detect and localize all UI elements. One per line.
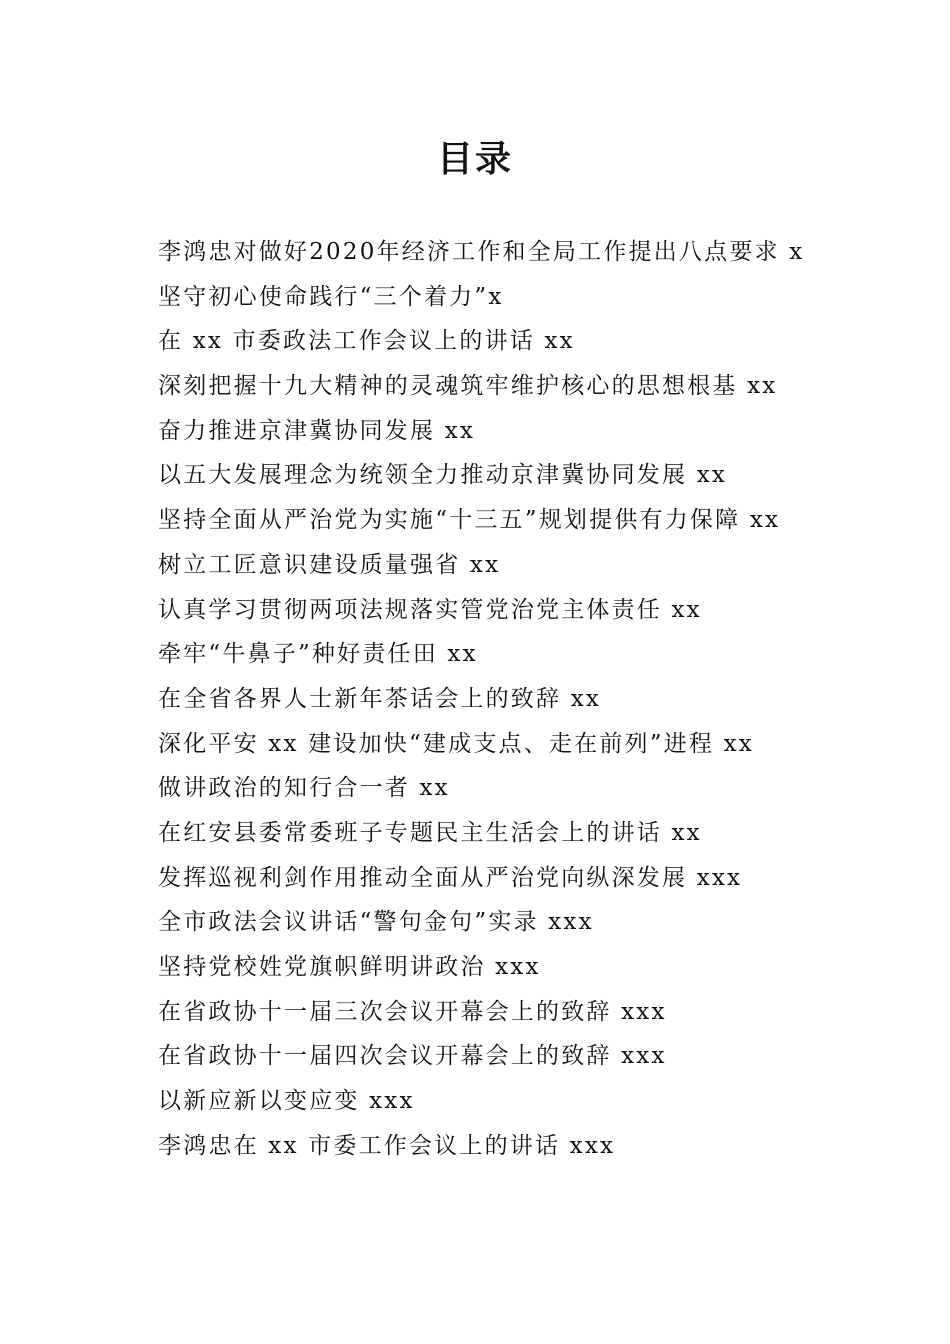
toc-entry-7: 坚持全面从严治党为实施“十三五”规划提供有力保障 xx	[158, 507, 781, 534]
toc-entry-12: 深化平安 xx 建设加快“建成支点、走在前列”进程 xx	[158, 730, 754, 757]
toc-entry-18: 在省政协十一届三次会议开幕会上的致辞 xxx	[158, 998, 667, 1025]
toc-entry-17: 坚持党校姓党旗帜鲜明讲政治 xxx	[158, 954, 541, 980]
toc-entry-6: 以五大发展理念为统领全力推动京津冀协同发展 xx	[158, 462, 728, 489]
toc-entry-10: 牵牢“牛鼻子”种好责任田 xx	[158, 641, 478, 668]
toc-entry-4: 深刻把握十九大精神的灵魂筑牢维护核心的思想根基 xx	[158, 373, 778, 400]
toc-entry-5: 奋力推进京津冀协同发展 xx	[158, 417, 476, 444]
toc-entry-11: 在全省各界人士新年茶话会上的致辞 xx	[158, 685, 602, 712]
toc-entry-3: 在 xx 市委政法工作会议上的讲话 xx	[158, 328, 575, 355]
toc-entry-19: 在省政协十一届四次会议开幕会上的致辞 xxx	[158, 1043, 667, 1070]
toc-entry-1: 李鸿忠对做好2020年经济工作和全局工作提出八点要求 x	[158, 239, 805, 265]
toc-entry-21: 李鸿忠在 xx 市委工作会议上的讲话 xxx	[158, 1132, 616, 1159]
table-of-contents	[158, 230, 838, 1168]
toc-entry-9: 认真学习贯彻两项法规落实管党治党主体责任 xx	[158, 596, 702, 623]
page-title: 目录	[436, 138, 513, 180]
toc-entry-2: 坚守初心使命践行“三个着力”x	[158, 283, 504, 310]
toc-entry-8: 树立工匠意识建设质量强省 xx	[158, 551, 501, 578]
toc-entry-13: 做讲政治的知行合一者 xx	[158, 775, 450, 802]
toc-entry-15: 发挥巡视利剑作用推动全面从严治党向纵深发展 xxx	[158, 864, 743, 891]
toc-entry-20: 以新应新以变应变 xxx	[158, 1088, 415, 1115]
toc-entry-14: 在红安县委常委班子专题民主生活会上的讲话 xx	[158, 819, 702, 846]
toc-entry-16: 全市政法会议讲话“警句金句”实录 xxx	[158, 909, 594, 936]
